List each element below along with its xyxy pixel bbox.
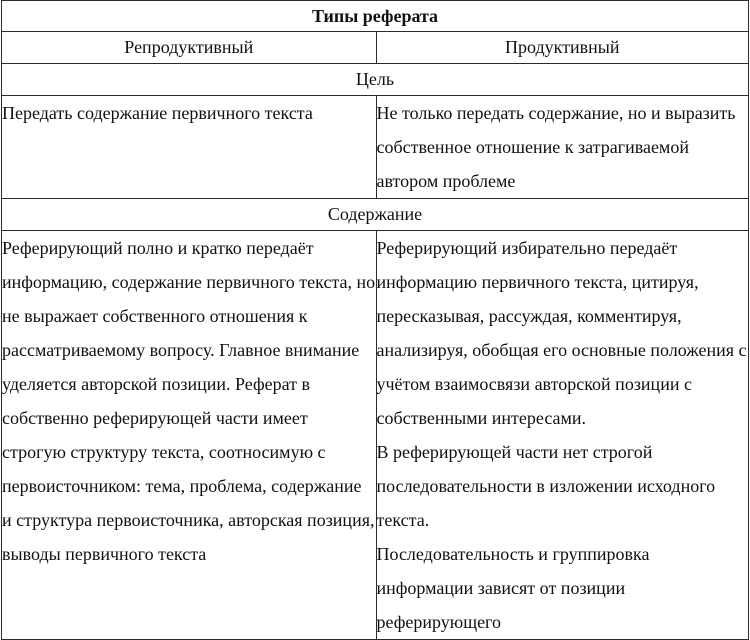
section-goal-content-row: [2, 96, 749, 199]
table-title-row: [2, 1, 749, 32]
section-band-goal: [2, 64, 749, 96]
goal-reproductive-paragraph: Передать содержание первичного текста: [2, 103, 313, 123]
content-productive-paragraph-1: Реферирующий избирательно передаёт информацию первичного текста, цитируя, пересказывая, рассуждая, комментируя, анализируя, обобщая его основные положения с учётом взаимосвязи авторской позиции с собственными интересами.: [376, 238, 747, 428]
content-productive-paragraph-3: Последовательность и группировка информации зависят от позиции реферирующего: [376, 544, 650, 632]
column-header-productive: Продуктивный: [376, 32, 749, 64]
column-header-reproductive: Репродуктивный: [2, 32, 377, 64]
goal-productive-cell: [376, 96, 749, 199]
table-title-cell: Типы реферата: [2, 1, 749, 32]
section-band-content: [2, 199, 749, 231]
section-band-label-goal: Цель: [2, 64, 749, 96]
content-reproductive-cell: [2, 231, 377, 640]
goal-reproductive-cell: [2, 96, 377, 199]
content-productive-cell: [376, 231, 749, 640]
section-band-label-content: Содержание: [2, 199, 749, 231]
table-column-header-row: [2, 32, 749, 64]
goal-productive-paragraph: Не только передать содержание, но и выразить собственное отношение к затрагиваемой автором проблеме: [376, 103, 736, 191]
content-reproductive-paragraph: Реферирующий полно и кратко передаёт информацию, содержание первичного текста, но не выражает собственного отношения к рассматриваемому вопросу. Главное внимание уделяется авторской позиции. Реферат в собственно реферирующей части имеет строгую структуру текста, соотносимую с первоисточником: тема, проблема, содержание и структура первоисточника, авторская позиция, выводы первичного текста: [2, 238, 376, 564]
referat-types-table: [1, 0, 749, 640]
content-productive-paragraph-2: В реферирующей части нет строгой последовательности в изложении исходного текста.: [376, 442, 716, 530]
section-content-content-row: [2, 231, 749, 640]
